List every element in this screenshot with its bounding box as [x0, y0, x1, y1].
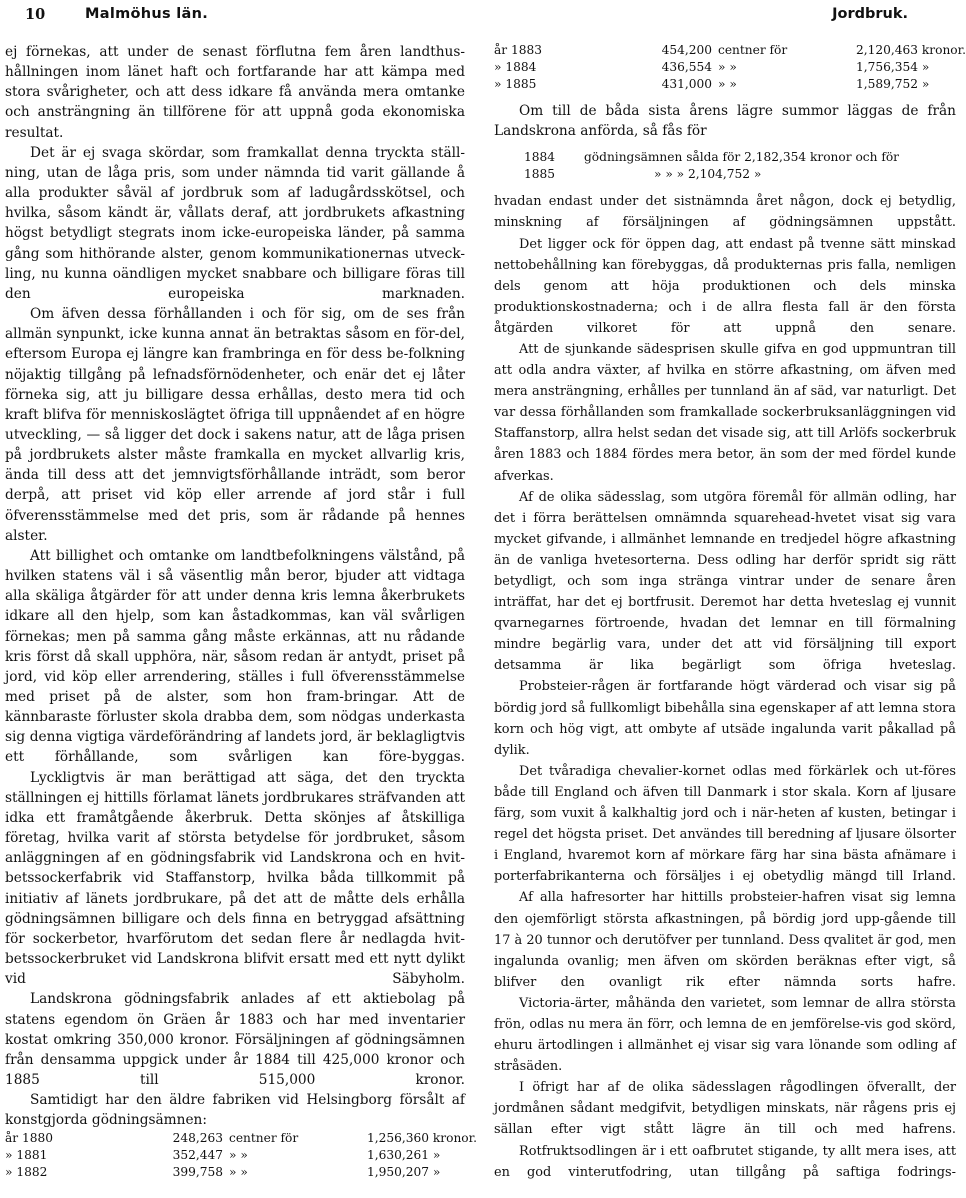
stat-row	[5, 1147, 465, 1164]
stat-amount: 431,000	[661, 77, 712, 91]
stat-row	[494, 76, 956, 93]
stat-amount: 399,758	[172, 1165, 223, 1180]
stat-row	[494, 149, 956, 166]
page-number: 10	[25, 6, 46, 23]
right-paragraph-8: Victoria-ärter, måhända den varietet, som lemnar de allra största frön, odlas nu mera än förr, och lemna de en jemförelse-vis god skörd, ehuru ärtodlingen i allmänhet ej visar sig vara lönande som odling af stråsäden.	[494, 995, 956, 1075]
left-paragraph-6: Landskrona gödningsfabrik anlades af ett aktiebolag på statens egendom ön Gräen år 1883 och har med inventarier kostat omkring 350,000 kronor. Försäljningen af gödningsämnen från densamma uppgick under år 1884 till 425,000 kronor och 1885 till 515,000 kronor.	[5, 991, 465, 1088]
stat-row	[494, 166, 956, 183]
stat-unit: » »	[229, 1148, 248, 1163]
right-paragraph-4: Af de olika sädesslag, som utgöra föremål för allmän odling, har det i förra berättelsen omnämnda squarehead-hvetet visat sig vara mycket gifvande, i allmänhet lemnande en tredjedel högre afkastning än de vanliga hvetesorterna. Dess odling har derför spridt sig rätt betydligt, och som inga stränga vintrar under de senare åren inträffat, har det ej bortfrusit. Deremot har detta hveteslag ej vunnit qvarnegarnes förtroende, hvadan det lemnar en till förmalning mindre begärlig vara, under det att vid försäljning till export detsamma är lika begärligt som öfriga hveteslag.	[494, 489, 956, 674]
left-paragraph-4: Att billighet och omtanke om landtbefolkningens välstånd, på hvilken statens väl i så väsentlig mån beror, bjuder att vidtaga alla skäliga åtgärder för att under denna kris lemna åkerbrukets idkare all den hjelp, som kan åstadkommas, kan väl svårligen förnekas; men på samma gång måste erkännas, att nu rådande kris först då skall upphöra, när, såsom redan är antydt, priset på jord, vid köp eller arrendering, ställes i full öfverensstämmelse med priset på de alster, som hon fram-bringar. Att de kännbaraste förluster skola drabba dem, som nödgas underkasta sig denna vigtiga värdeförändring af landets jord, är beklagligtvis ett förhållande, som svårligen kan före-byggas.	[5, 547, 465, 766]
right-intro: Om till de båda sista årens lägre summor läggas de från Landskrona anförda, så fås för	[494, 103, 956, 140]
stat-value: 1,756,354 »	[856, 60, 930, 74]
left-column	[5, 42, 477, 1181]
stat-text: » » » 2,104,752 »	[654, 167, 762, 182]
left-paragraph-3: Om äfven dessa förhållanden i och för sig, om de ses från allmän synpunkt, icke kunna annat än betraktas såsom en för-del, eftersom Europa ej längre kan frambringa en för dess be-folkning nöjaktig tillgång på lefnadsförnödenheter, och enär det ej låter förneka sig, att ju billigare dessa erhållas, desto mera tid och kraft blifva för menniskoslägtet öfriga till uppnåendet af en högre utveckling, — så ligger det dock i sakens natur, att de låga prisen på jordbrukets alster måste framkalla en mycket allvarlig kris, ända till dess att det jemnvigtsförhållande inträdt, som beror derpå, att priset vid köp eller arrende af jord står i full öfverensstämmelse med det pris, som är rådande på hennes alster.	[5, 306, 465, 544]
right-paragraph-9: I öfrigt har af de olika sädesslagen rågodlingen öfverallt, der jordmånen sådant medgifvit, betydligen minskats, när rågens pris ej sällan efter vigt stått lägre än till och med hafrens.	[494, 1080, 956, 1138]
section-heading: Jordbruk.	[832, 6, 908, 22]
stat-amount: 454,200	[661, 43, 712, 57]
stat-unit: centner för	[229, 1131, 299, 1146]
stat-value: 1,630,261 »	[367, 1148, 441, 1163]
stat-unit: » »	[718, 77, 737, 91]
stat-year: » 1884	[494, 60, 537, 74]
stat-row	[5, 1130, 477, 1147]
right-paragraph-2: Det ligger ock för öppen dag, att endast på tvenne sätt minskad nettobehållning kan förebyggas, då produkternas pris falla, nemligen dels genom att höja produktionen och dels minska produktionskostnaderna; och i de allra flesta fall är den första åtgärden vilkoret för att uppnå den senare.	[494, 236, 956, 336]
stat-unit: » »	[229, 1165, 248, 1180]
left-paragraph-7: Samtidigt har den äldre fabriken vid Helsingborg försålt af konstgjorda gödningsämnen:	[5, 1092, 465, 1129]
right-paragraph-5: Probsteier-rågen är fortfarande högt värderad och visar sig på bördig jord så fullkomligt bibehålla sina egenskaper af att lemna stora korn och hög vigt, att ombyte af utsäde ingalunda varit påkallad på dylik.	[494, 679, 956, 758]
stat-unit: » »	[718, 60, 737, 74]
county-heading: Malmöhus län.	[85, 6, 209, 22]
stat-value: 1,950,207 »	[367, 1165, 441, 1180]
right-paragraph-10: Rotfruktsodlingen är i ett oafbrutet stigande, ty allt mera ises, att en god vinterutfodring, utan tillgång på saftiga fodrings-	[494, 1143, 956, 1180]
stat-value: 1,256,360 kronor.	[367, 1131, 477, 1146]
stat-year: » 1885	[494, 77, 537, 91]
right-paragraph-7: Af alla hafresorter har hittills probsteier-hafren visat sig lemna den ojemförligt största afkastningen, på bördig jord upp-gående till 17 à 20 tunnor och derutöfver per tunnland. Dess qvalitet är god, men ingalunda ovanlig; men äfven om skörden beräknas efter vigt, så blifver den ovanligt rik efter nämnda sorts hafre.	[494, 890, 956, 990]
left-paragraph-1: ej förnekas, att under de senast förflutna fem åren landthus-hållningen inom länet haft och fortfarande har att kämpa med stora svårigheter, och att dess idkare få använda mera omtanke och ansträngning än tillförene för att uppnå goda ekonomiska resultat.	[5, 44, 465, 141]
stat-year: » 1882	[5, 1165, 48, 1180]
stat-row	[5, 1164, 465, 1181]
right-paragraph-1: hvadan endast under det sistnämnda året någon, dock ej betydlig, minskning af försäljningen af gödningsämnen uppstått.	[494, 194, 956, 231]
right-paragraph-3: Att de sjunkande sädesprisen skulle gifva en god uppmuntran till att odla andra växter, af hvilka en större afkastning, om äfven med mera ansträngning, erhålles per tunnland än af säd, var naturligt. Det var dessa förhållanden som framkallade sockerbruksanläggningen vid Staffanstorp, allra helst sedan det visade sig, att till Arlöfs sockerbruk åren 1883 och 1884 fördes mera betor, än som der med fördel kunde afverkas.	[494, 341, 956, 484]
stat-amount: 436,554	[661, 60, 712, 74]
left-paragraph-5: Lyckligtvis är man berättigad att säga, det den tryckta ställningen ej hittills förlamat länets jordbrukares sträfvanden att idka ett framåtgående åkerbruk. Detta skönjes af åtskilliga företag, hvilka varit af största betydelse för jordbruket, såsom anläggningen af en gödningsfabrik vid Landskrona och en hvit-betssockerfabrik vid Staffanstorp, hvilka båda tillkommit på initiativ af länets jordbrukare, på det att de måtte dels erhålla gödningsämnen billigare och dels finna en betryggad afsättning för sockerbetor, hvarförutom det sedan flere år nedlagda hvit-betssockerbruket vid Landskrona blifvit ersatt med ett nytt dylikt vid Säbyholm.	[5, 769, 465, 988]
stat-amount: 352,447	[172, 1148, 223, 1163]
stat-year: år 1883	[494, 43, 542, 57]
stat-amount: 248,263	[172, 1131, 223, 1146]
stat-row	[494, 42, 966, 59]
right-column	[494, 42, 966, 1183]
stat-text: gödningsämnen sålda för 2,182,354 kronor och för	[584, 150, 900, 165]
left-paragraph-2: Det är ej svaga skördar, som framkallat denna tryckta ställ-ning, utan de låga pris, som under nämnda tid varit gällande å alla produkter såväl af jordbruk som af ladugårdsskötsel, och hvilka, såsom kändt är, vållats deraf, att jordbrukets afkastning högst betydligt stegrats inom icke-europeiska länder, på samma gång som hithörande alster, genom kommunikationernas utveck-ling, nu kunna oändligen mycket snabbare och billigare föras till den europeiska marknaden.	[5, 144, 465, 302]
stat-year: 1885	[524, 167, 556, 182]
stat-unit: centner för	[718, 43, 788, 57]
stat-year: år 1880	[5, 1131, 53, 1146]
stat-year: 1884	[524, 150, 556, 165]
right-paragraph-6: Det tvåradiga chevalier-kornet odlas med förkärlek och ut-föres både till England och äfven till Danmark i stor skala. Korn af ljusare färg, som vuxit å kalkhaltig jord och i när-heten af kusten, betingar i regel det högsta priset. Det användes till beredning af ljusare ölsorter i England, hvaremot korn af mörkare färg har sina bästa afnämare i porterfabrikanterna och försäljes i ej obetydlig mängd till Irland.	[494, 763, 956, 885]
stat-value: 2,120,463 kronor.	[856, 43, 966, 57]
stat-year: » 1881	[5, 1148, 48, 1163]
stat-row	[494, 59, 956, 76]
stat-value: 1,589,752 »	[856, 77, 930, 91]
